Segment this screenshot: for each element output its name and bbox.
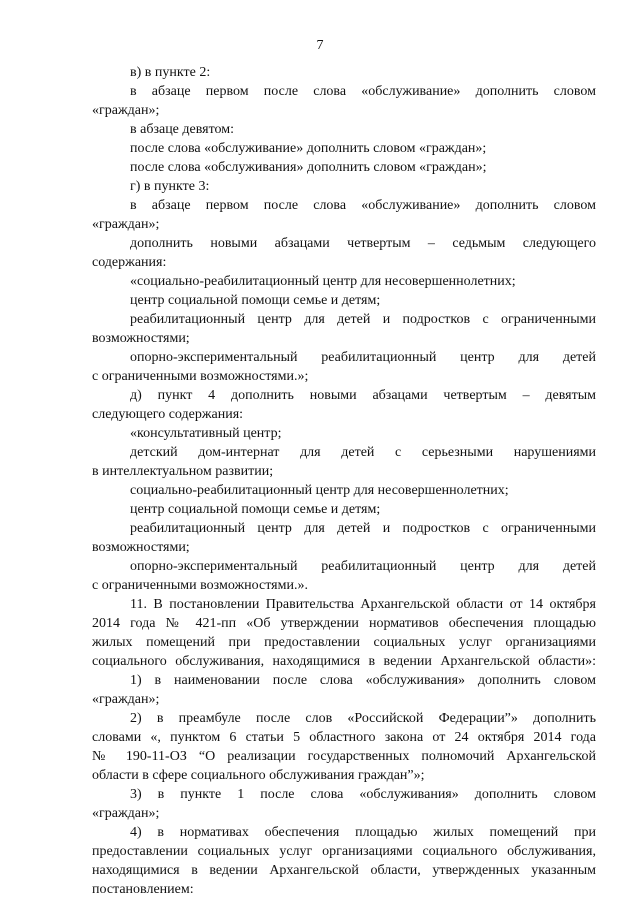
text-line: содержания: [92,255,167,270]
text-line: словами «, пунктом 6 статьи 5 областного закона от 24 октября 2014 года [92,730,596,745]
text-line: центр социальной помощи семье и детям; [130,293,381,308]
document-body [92,63,596,899]
text-line: с ограниченными возможностями.»; [92,369,309,384]
text-line: в) в пункте 2: [130,65,211,80]
text-line: в абзаце первом после слова «обслуживание» дополнить словом [130,198,596,213]
text-line: реабилитационный центр для детей и подростков с ограниченными [130,521,596,536]
text-line: 4) в нормативах обеспечения площадью жилых помещений при [130,825,596,840]
text-line: «социально-реабилитационный центр для несовершеннолетних; [130,274,516,289]
text-line: после слова «обслуживание» дополнить словом «граждан»; [130,141,487,156]
text-line: в абзаце первом после слова «обслуживание» дополнить словом [130,84,596,99]
text-line: следующего содержания: [92,407,244,422]
text-line: 2014 года № 421-пп «Об утверждении нормативов обеспечения площадью [92,616,596,631]
text-line: находящимися в ведении Архангельской области, утвержденных указанным [92,863,596,878]
text-line: № 190-11-ОЗ “О реализации государственных полномочий Архангельской [92,749,596,764]
page-number: 7 [316,38,324,53]
text-line: в абзаце девятом: [130,122,235,137]
text-line: социального обслуживания, находящимися в ведении Архангельской области»: [92,654,596,669]
text-line: в интеллектуальном развитии; [92,464,274,479]
text-line: жилых помещений при предоставлении социальных услуг организациями [92,635,596,650]
text-line: социально-реабилитационный центр для несовершеннолетних; [130,483,509,498]
text-line: «граждан»; [92,806,160,821]
text-line: «граждан»; [92,217,160,232]
text-line: опорно-экспериментальный реабилитационный центр для детей [130,350,596,365]
text-line: области в сфере социального обслуживания граждан”»; [92,768,425,783]
text-line: «граждан»; [92,692,160,707]
text-line: возможностями; [92,331,190,346]
text-line: постановлением: [92,882,194,897]
text-line: реабилитационный центр для детей и подростков с ограниченными [130,312,596,327]
text-line: детский дом-интернат для детей с серьезными нарушениями [130,445,596,460]
text-line: г) в пункте 3: [130,179,210,194]
text-line: с ограниченными возможностями.». [92,578,308,593]
text-line: после слова «обслуживания» дополнить словом «граждан»; [130,160,487,175]
text-line: 11. В постановлении Правительства Архангельской области от 14 октября [130,597,596,612]
text-line: «граждан»; [92,103,160,118]
text-line: возможностями; [92,540,190,555]
text-line: дополнить новыми абзацами четвертым – седьмым следующего [130,236,596,251]
text-line: 3) в пункте 1 после слова «обслуживания» дополнить словом [130,787,596,802]
text-line: предоставлении социальных услуг организациями социального обслуживания, [92,844,596,859]
text-line: 2) в преамбуле после слов «Российской Федерации”» дополнить [130,711,596,726]
text-line: д) пункт 4 дополнить новыми абзацами четвертым – девятым [130,388,596,403]
text-line: 1) в наименовании после слова «обслуживания» дополнить словом [130,673,596,688]
text-line: центр социальной помощи семье и детям; [130,502,381,517]
text-line: опорно-экспериментальный реабилитационный центр для детей [130,559,596,574]
text-line: «консультативный центр; [130,426,282,441]
